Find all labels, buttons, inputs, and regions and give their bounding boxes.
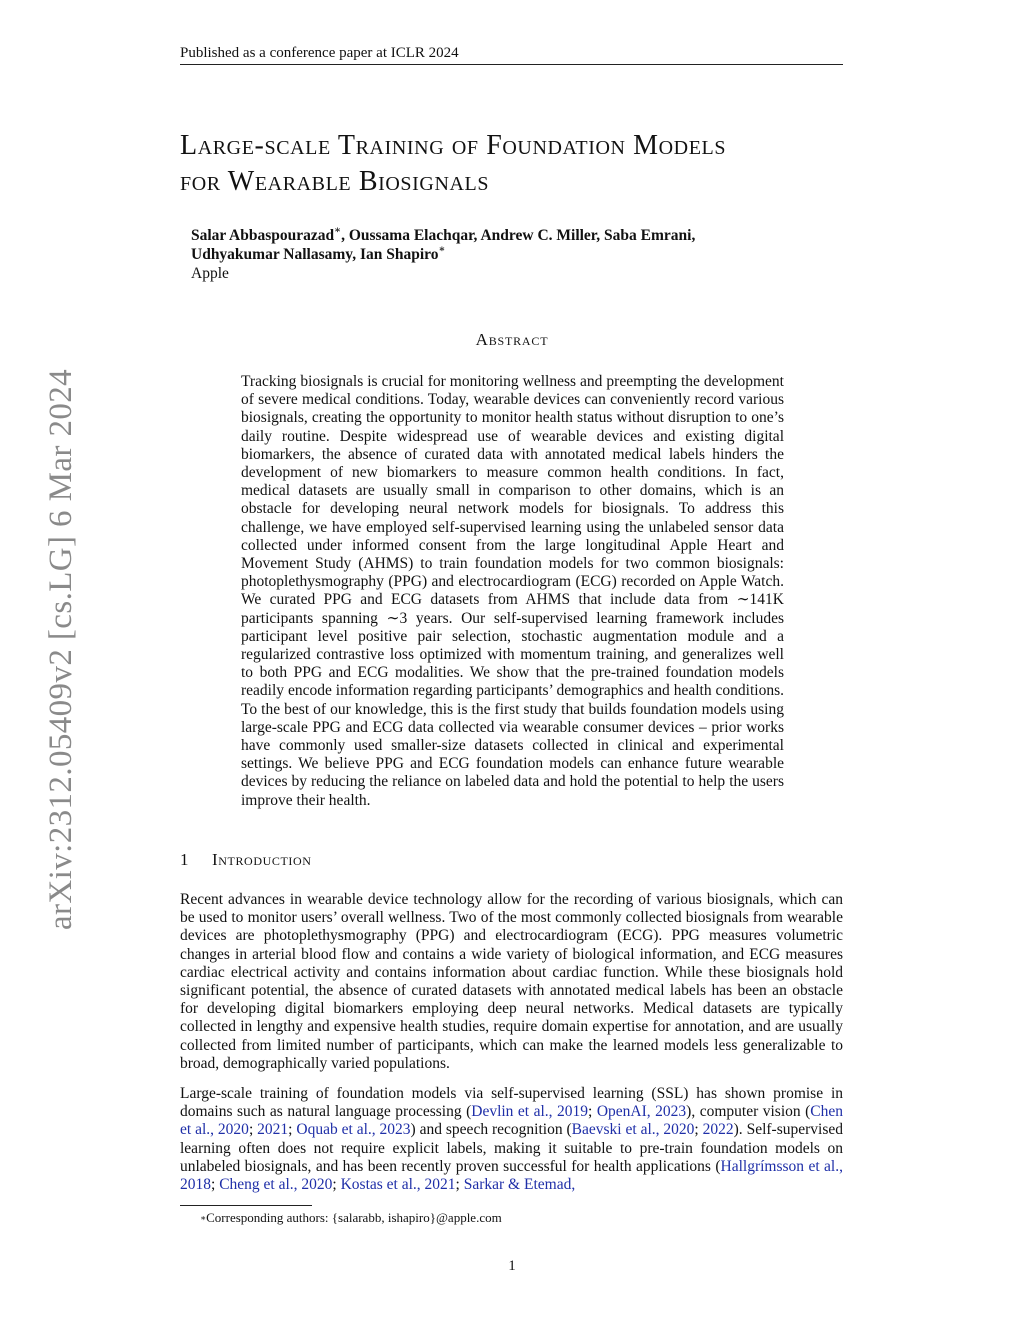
citation-separator: ;: [455, 1176, 464, 1194]
abstract-text: Tracking biosignals is crucial for monitoring wellness and preempting the development of severe medical conditions. Today, wearable devices can conveniently record various biosignals, creating the opportunity to monitor health status without disruption to one’s daily routine. Despite widespread use of wearable devices and existing digital biomarkers, the absence of curated data with annotated medical labels hinders the development of new biomarkers to measure common health conditions. In fact, medical datasets are usually small in comparison to other domains, which is an obstacle for developing neural network models for biosignals. To address this challenge, we have employed self-supervised learning using the unlabeled sensor data collected under informed consent from the large longitudinal Apple Heart and Movement Study (AHMS) to train foundation models for two common biosignals: photoplethysmography (PPG) and electrocardiogram (ECG) recorded on Apple Watch. We curated PPG and ECG datasets from AHMS that include data from ∼141K participants spanning ∼3 years. Our self-supervised learning framework includes participant level positive pair selection, stochastic augmentation module and a regularized contrastive loss optimized with momentum training, and generalizes well to both PPG and ECG modalities. We show that the pre-trained foundation models readily encode information regarding participants’ demographics and health conditions. To the best of our knowledge, this is the first study that builds foundation models using large-scale PPG and ECG data collected via wearable consumer devices – prior works have commonly used smaller-size datasets collected in clinical and experimental settings. We believe PPG and ECG foundation models can enhance future wearable devices by reducing the reliance on labeled data and hold the potential to help the users improve their health.: [241, 373, 784, 809]
citation-link[interactable]: Oquab et al., 2023: [296, 1121, 411, 1139]
paragraph-text: ). Self-supervised learning often does not require explicit labels, making it suitable to pre-train foundation models on unlabeled biosignals, and has been recently proven successful for health applications (: [180, 1121, 844, 1175]
running-header: Published as a conference paper at ICLR 2024: [180, 45, 459, 61]
footnote-rule: [180, 1205, 312, 1206]
intro-paragraph-1: Recent advances in wearable device technology allow for the recording of various biosignals, which can be used to monitor users’ overall wellness. Two of the most commonly collected biosignals from wearable devices are photoplethysmography (PPG) and electrocardiogram (ECG). PPG measures volumetric changes in arterial blood flow and contains a wide variety of biological information, and ECG measures cardiac electrical activity and contains information about cardiac function. While these biosignals hold significant potential, the absence of curated datasets with annotated medical labels has been an obstacle for developing digital biomarkers employing deep neural networks. Medical datasets are typically collected in lengthy and expensive health studies, require domain expertise for annotation, and are usually collected from limited number of participants, which can make the learned models less generalizable to broad, demographically varied populations.: [180, 891, 843, 1072]
citation-link[interactable]: 2022: [702, 1121, 734, 1139]
abstract-heading: Abstract: [475, 330, 549, 349]
author-name: Salar Abbaspourazad: [191, 227, 335, 244]
title-line-1: Large-scale Training of Foundation Models: [180, 130, 727, 161]
citation-link[interactable]: Devlin et al., 2019: [471, 1103, 589, 1121]
citation-link[interactable]: Hallgrímsson et al., 2018: [180, 1157, 843, 1194]
citation-separator: ;: [288, 1121, 297, 1139]
author-names: , Oussama Elachqar, Andrew C. Miller, Saba Emrani,: [341, 227, 696, 244]
citation-link[interactable]: 2021: [257, 1121, 289, 1139]
citation-separator: ;: [332, 1176, 341, 1194]
title-line-2: for Wearable Biosignals: [180, 166, 490, 197]
page-number: 1: [508, 1258, 516, 1274]
footnote-mark: ∗: [200, 1213, 207, 1223]
arxiv-identifier-stamp: arXiv:2312.05409v2 [cs.LG] 6 Mar 2024: [43, 368, 79, 930]
citation-link[interactable]: OpenAI, 2023: [596, 1103, 687, 1121]
corresponding-author-mark: ∗: [438, 244, 446, 255]
section-heading-introduction: [180, 850, 312, 870]
citation-link[interactable]: Sarkar & Etemad,: [463, 1176, 576, 1194]
header-rule: [180, 64, 843, 65]
affiliation: Apple: [191, 265, 229, 282]
citation-separator: ;: [694, 1121, 703, 1139]
paragraph-text: ) and speech recognition (: [410, 1121, 572, 1139]
citation-separator: ;: [248, 1121, 258, 1139]
citation-link[interactable]: Kostas et al., 2021: [340, 1176, 456, 1194]
citation-link[interactable]: Cheng et al., 2020: [219, 1176, 333, 1194]
paper-title: [180, 128, 880, 200]
author-block: [191, 226, 695, 283]
citation-separator: ;: [588, 1103, 597, 1121]
paragraph-text: Large-scale training of foundation models via self-supervised learning (SSL) has shown promise in domains such as natural language processing (: [180, 1085, 843, 1121]
section-number: 1: [180, 850, 190, 869]
authors-line-2: [191, 245, 695, 264]
author-names: Udhyakumar Nallasamy, Ian Shapiro: [191, 246, 439, 263]
authors-line-1: [191, 226, 695, 245]
citation-separator: ;: [211, 1176, 220, 1194]
citation-link[interactable]: Chen et al., 2020: [180, 1103, 844, 1139]
section-title: Introduction: [212, 850, 312, 869]
citation-link[interactable]: Baevski et al., 2020: [571, 1121, 695, 1139]
footnote-text: Corresponding authors: {salarabb, ishapiro}@apple.com: [206, 1210, 502, 1225]
intro-paragraph-2: [180, 1085, 843, 1194]
corresponding-author-mark: ∗: [334, 225, 342, 236]
paragraph-text: ), computer vision (: [686, 1103, 811, 1121]
footnote: [200, 1210, 502, 1226]
